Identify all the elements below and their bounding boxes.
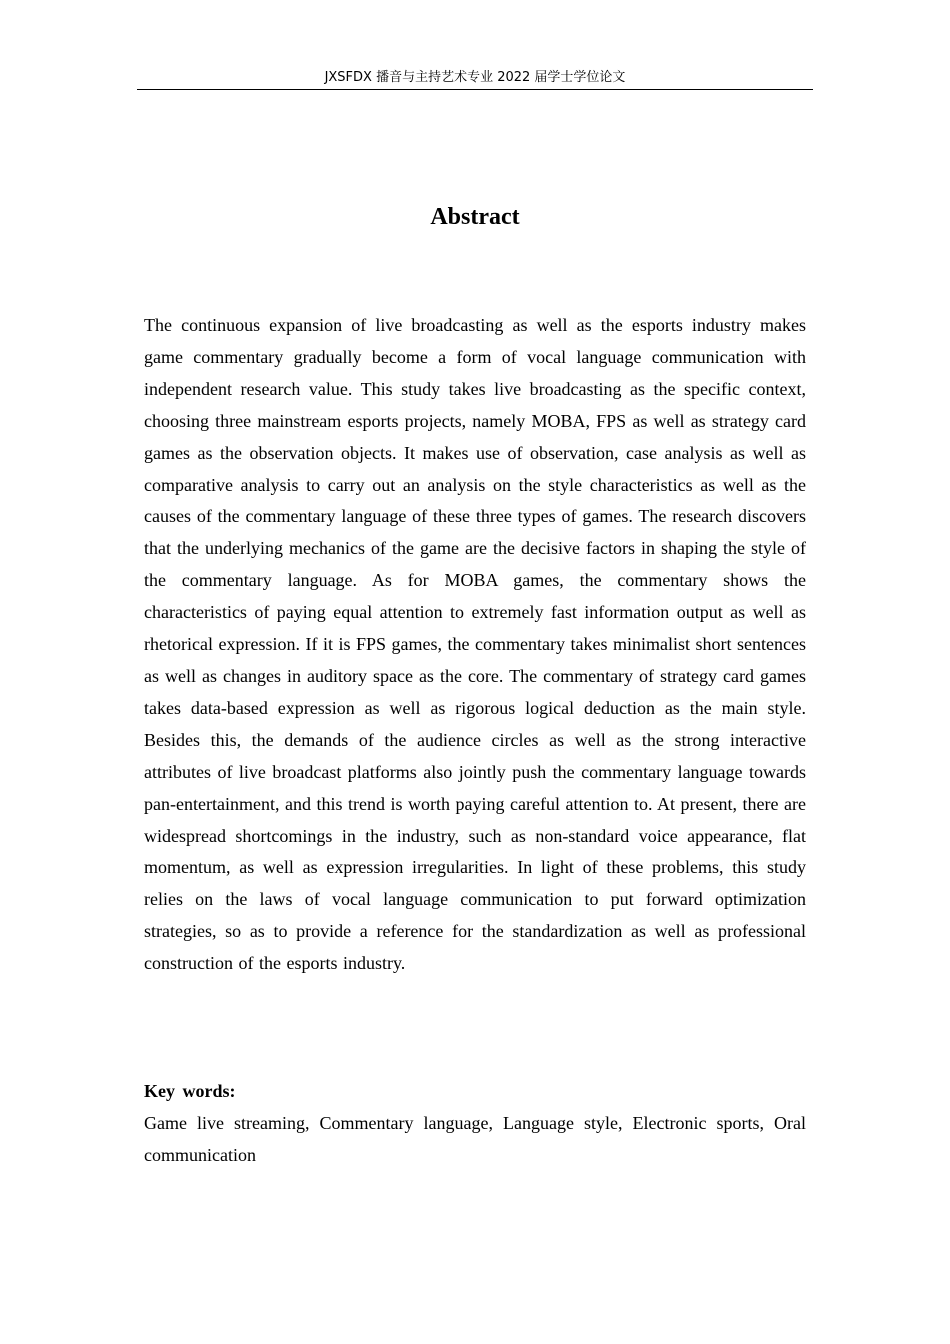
keywords-list: Game live streaming, Commentary language, Language style, Electronic sports, Oral communication	[144, 1113, 806, 1165]
abstract-body: The continuous expansion of live broadcasting as well as the esports industry makes game commentary gradually become a form of vocal language communication with independent research value. This study takes live broadcasting as the specific context, choosing three mainstream esports projects, namely MOBA, FPS as well as strategy card games as the observation objects. It makes use of observation, case analysis as well as comparative analysis to carry out an analysis on the style characteristics as well as the causes of the commentary language of these three types of games. The research discovers that the underlying mechanics of the game are the decisive factors in shaping the style of the commentary language. As for MOBA games, the commentary shows the characteristics of paying equal attention to extremely fast information output as well as rhetorical expression. If it is FPS games, the commentary takes minimalist short sentences as well as changes in auditory space as the core. The commentary of strategy card games takes data-based expression as well as rigorous logical deduction as the main style. Besides this, the demands of the audience circles as well as the strong interactive attributes of live broadcast platforms also jointly push the commentary language towards pan-entertainment, and this trend is worth paying careful attention to. At present, there are widespread shortcomings in the industry, such as non-standard voice appearance, flat momentum, as well as expression irregularities. In light of these problems, this study relies on the laws of vocal language communication to put forward optimization strategies, so as to provide a reference for the standardization as well as professional construction of the esports industry.	[144, 315, 806, 974]
keywords-heading: Key words:	[144, 1081, 236, 1101]
running-header: JXSFDX 播音与主持艺术专业 2022 届学士学位论文	[137, 68, 813, 90]
abstract-title: Abstract	[430, 204, 520, 230]
